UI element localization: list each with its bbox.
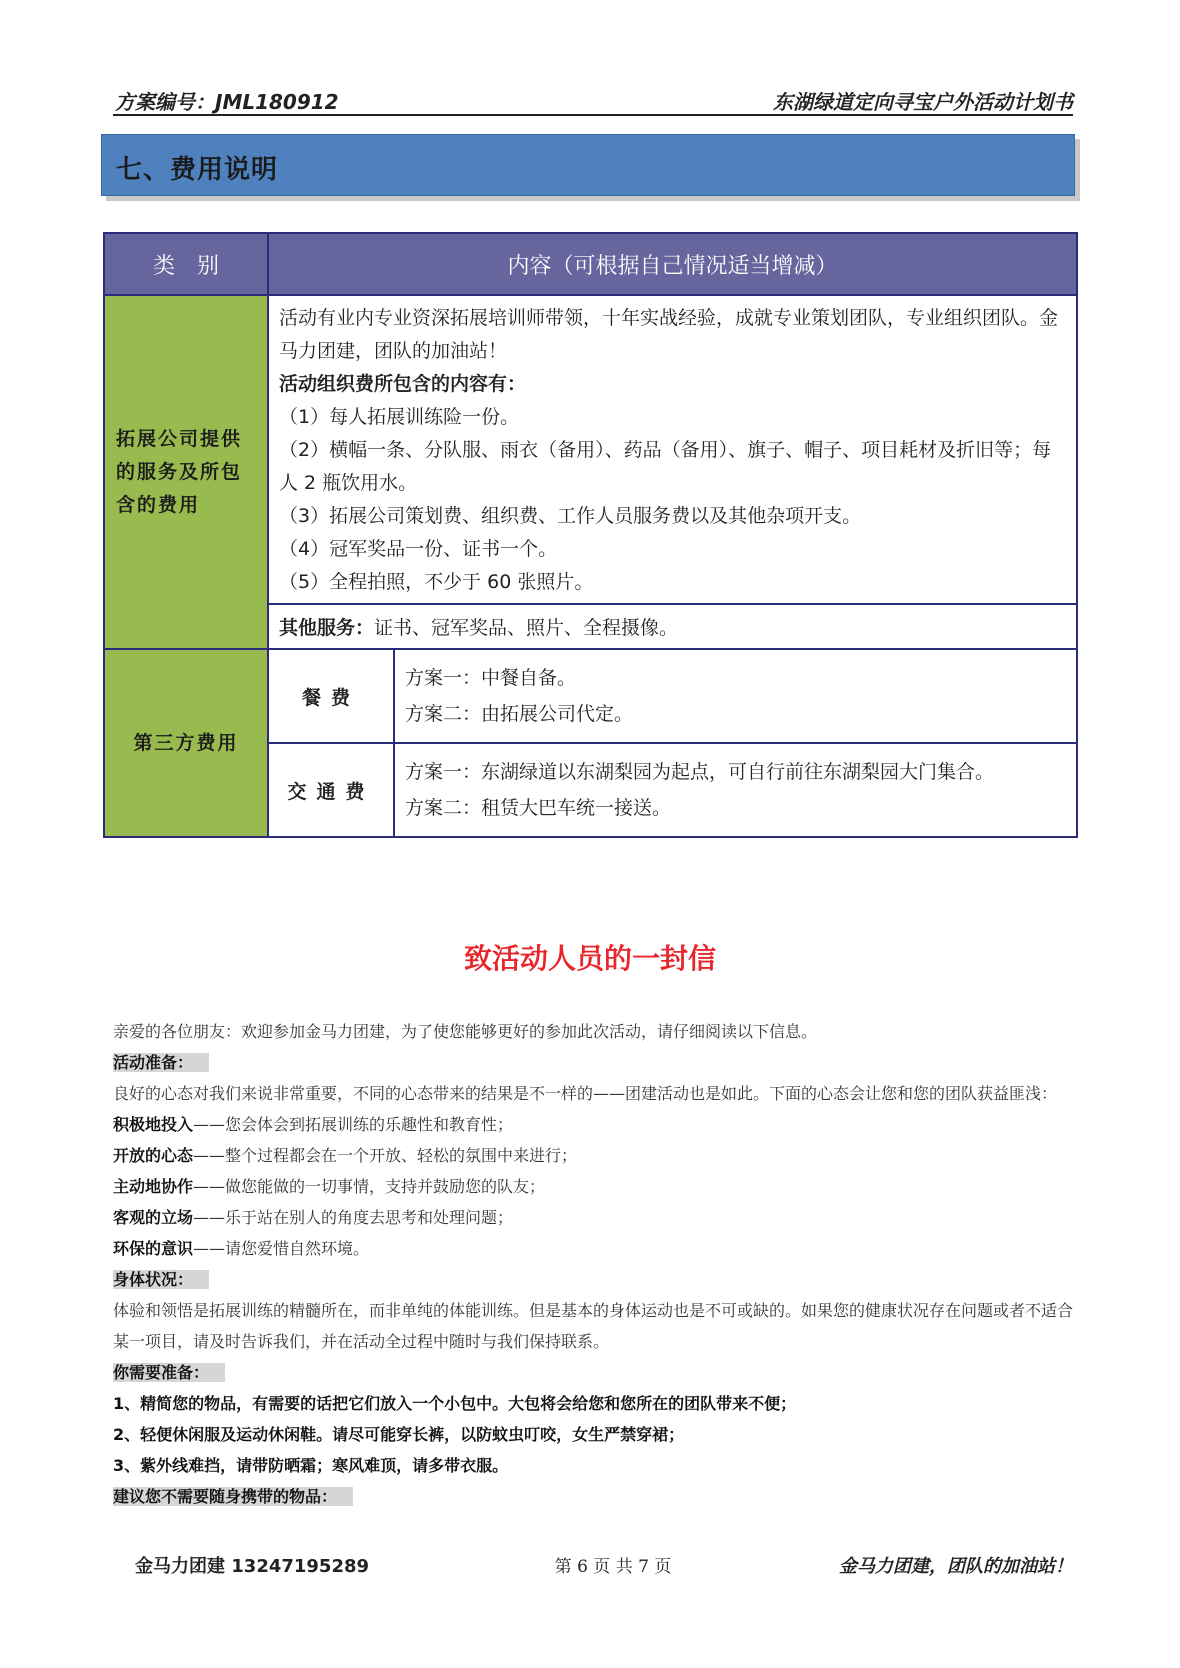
section-banner (101, 134, 1075, 196)
need-item: 3、紫外线难挡，请带防晒霜；寒风难顶，请多带衣服。 (113, 1456, 509, 1475)
other-services-text: 证书、冠军奖品、照片、全程摄像。 (374, 617, 679, 639)
other-services-cell (268, 604, 1077, 649)
meal-content-cell (394, 649, 1077, 743)
page-number: 第 6 页 共 7 页 (554, 1557, 672, 1577)
greeting: 亲爱的各位朋友：欢迎参加金马力团建，为了使您能够更好的参加此次活动，请仔细阅读以下信息。 (113, 1022, 818, 1041)
service-content-cell (268, 295, 1077, 604)
included-heading: 活动组织费所包含的内容有： (279, 373, 527, 395)
list-item: （3）拓展公司策划费、组织费、工作人员服务费以及其他杂项开支。 (279, 505, 862, 527)
table-row (104, 649, 1077, 743)
transport-content-cell (394, 743, 1077, 837)
list-item: （1）每人拓展训练险一份。 (279, 406, 520, 428)
attitude-item: 环保的意识——请您爱惜自然环境。 (113, 1239, 370, 1258)
meal-option: 方案二：由拓展公司代定。 (405, 703, 634, 725)
meal-label-cell: 餐费 (268, 649, 394, 743)
service-category-label: 拓展公司提供的服务及所包含的费用 (116, 427, 243, 516)
list-item: （5）全程拍照，不少于 60 张照片。 (279, 571, 594, 593)
footer-contact: 金马力团建 13247195289 (135, 1556, 370, 1577)
page-header (113, 84, 1073, 116)
attitude-item: 客观的立场——乐于站在别人的角度去思考和处理问题； (113, 1208, 514, 1227)
attitude-item: 开放的心态——整个过程都会在一个开放、轻松的氛围中来进行； (113, 1146, 578, 1165)
prep-heading: 活动准备： (113, 1053, 209, 1072)
intro-text: 活动有业内专业资深拓展培训师带领，十年实战经验，成就专业策划团队，专业组织团队。金马力团建，团队的加油站！ (279, 307, 1059, 362)
plan-number: 方案编号：JML180912 (115, 90, 339, 114)
transport-label-cell: 交通费 (268, 743, 394, 837)
letter-title: 致活动人员的一封信 (463, 942, 716, 975)
body-heading: 身体状况： (113, 1270, 209, 1289)
transport-option: 方案一：东湖绿道以东湖梨园为起点，可自行前往东湖梨园大门集合。 (405, 761, 995, 783)
category-header: 类 别 (104, 233, 268, 295)
content-header: 内容（可根据自己情况适当增减） (268, 233, 1077, 295)
body-text: 体验和领悟是拓展训练的精髓所在，而非单纯的体能训练。但是基本的身体运动也是不可或缺的。如果您的健康状况存在问题或者不适合某一项目，请及时告诉我们，并在活动全过程中随时与我们保持联系。 (113, 1301, 1074, 1351)
letter-body (113, 1016, 1073, 1512)
third-party-category-cell (104, 649, 268, 837)
section-title: 七、费用说明 (116, 155, 279, 185)
need-heading: 你需要准备： (113, 1363, 225, 1382)
need-item: 2、轻便休闲服及运动休闲鞋。请尽可能穿长裤，以防蚊虫叮咬，女生严禁穿裙； (113, 1425, 685, 1444)
table-row (104, 295, 1077, 604)
list-item: （4）冠军奖品一份、证书一个。 (279, 538, 558, 560)
transport-option: 方案二：租赁大巴车统一接送。 (405, 797, 672, 819)
attitude-item: 积极地投入——您会体会到拓展训练的乐趣性和教育性； (113, 1115, 514, 1134)
other-services-label: 其他服务： (279, 617, 375, 639)
third-party-category-label: 第三方费用 (133, 731, 239, 754)
table-header-row (104, 233, 1077, 295)
footer-slogan: 金马力团建，团队的加油站！ (839, 1556, 1073, 1577)
meal-option: 方案一：中餐自备。 (405, 667, 577, 689)
list-item: （2）横幅一条、分队服、雨衣（备用）、药品（备用）、旗子、帽子、项目耗材及折旧等；每人 2 瓶饮用水。 (279, 439, 1052, 494)
attitude-item: 主动地协作——做您能做的一切事情，支持并鼓励您的队友； (113, 1177, 546, 1196)
page-footer (113, 1552, 1073, 1582)
service-category-cell (104, 295, 268, 649)
need-item: 1、精简您的物品，有需要的话把它们放入一个小包中。大包将会给您和您所在的团队带来不便； (113, 1394, 797, 1413)
no-carry-heading: 建议您不需要随身携带的物品： (113, 1487, 353, 1506)
fee-table (103, 232, 1078, 838)
document-title: 东湖绿道定向寻宝户外活动计划书 (773, 90, 1073, 114)
prep-text: 良好的心态对我们来说非常重要，不同的心态带来的结果是不一样的——团建活动也是如此。下面的心态会让您和您的团队获益匪浅： (113, 1084, 1058, 1103)
